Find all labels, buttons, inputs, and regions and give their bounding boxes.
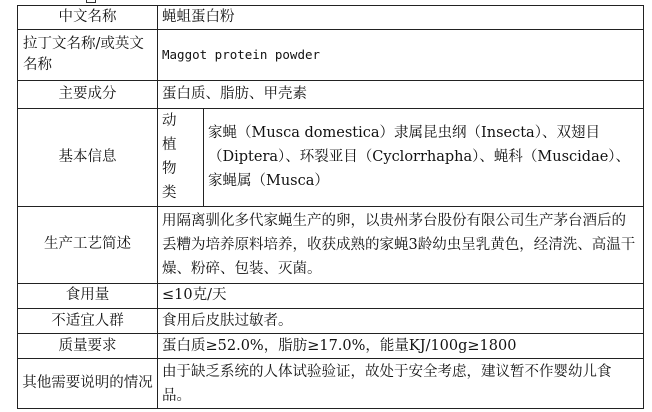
label-dosage: 食用量	[18, 283, 158, 308]
cut-off-mark	[86, 0, 96, 3]
value-latin-name: Maggot protein powder	[158, 30, 644, 81]
value-basic-info: 家蝇（Musca domestica）隶属昆虫纲（Insecta）、双翅目（Diptera）、环裂亚目（Cyclorrhapha）、蝇科（Muscidae）、家蝇属（Musca）	[204, 109, 644, 207]
label-main-components: 主要成分	[18, 80, 158, 108]
value-production-process: 用隔离驯化多代家蝇生产的卵，以贵州茅台股份有限公司生产茅台酒后的丢糟为培养原料培养，收获成熟的家蝇3龄幼虫呈乳黄色，经清洗、高温干燥、粉碎、包装、灭菌。	[158, 206, 644, 283]
value-chinese-name: 蝇蛆蛋白粉	[158, 6, 644, 30]
value-dosage: ≤10克/天	[158, 283, 644, 308]
row-chinese-name	[18, 6, 644, 30]
row-other-notes	[18, 359, 644, 409]
value-unsuitable-groups: 食用后皮肤过敏者。	[158, 308, 644, 333]
novel-food-spec-table	[17, 5, 644, 409]
value-quality-requirements: 蛋白质≥52.0%，脂肪≥17.0%，能量KJ/100g≥1800	[158, 334, 644, 359]
sublabel-organism-type-text: 动植物类	[162, 113, 177, 202]
value-other-notes: 由于缺乏系统的人体试验验证，故处于安全考虑，建议暂不作婴幼儿食品。	[158, 359, 644, 409]
row-main-components	[18, 80, 644, 108]
label-quality-requirements: 质量要求	[18, 334, 158, 359]
sublabel-organism-type	[158, 109, 204, 207]
value-main-components: 蛋白质、脂肪、甲壳素	[158, 80, 644, 108]
label-latin-name: 拉丁文名称/或英文名称	[18, 30, 158, 81]
label-chinese-name: 中文名称	[18, 6, 158, 30]
row-quality-requirements	[18, 334, 644, 359]
row-unsuitable-groups	[18, 308, 644, 333]
row-dosage	[18, 283, 644, 308]
row-production-process	[18, 206, 644, 283]
label-unsuitable-groups: 不适宜人群	[18, 308, 158, 333]
row-latin-name	[18, 30, 644, 81]
label-basic-info: 基本信息	[18, 109, 158, 207]
row-basic-info	[18, 109, 644, 207]
label-other-notes: 其他需要说明的情况	[18, 359, 158, 409]
label-production-process: 生产工艺简述	[18, 206, 158, 283]
